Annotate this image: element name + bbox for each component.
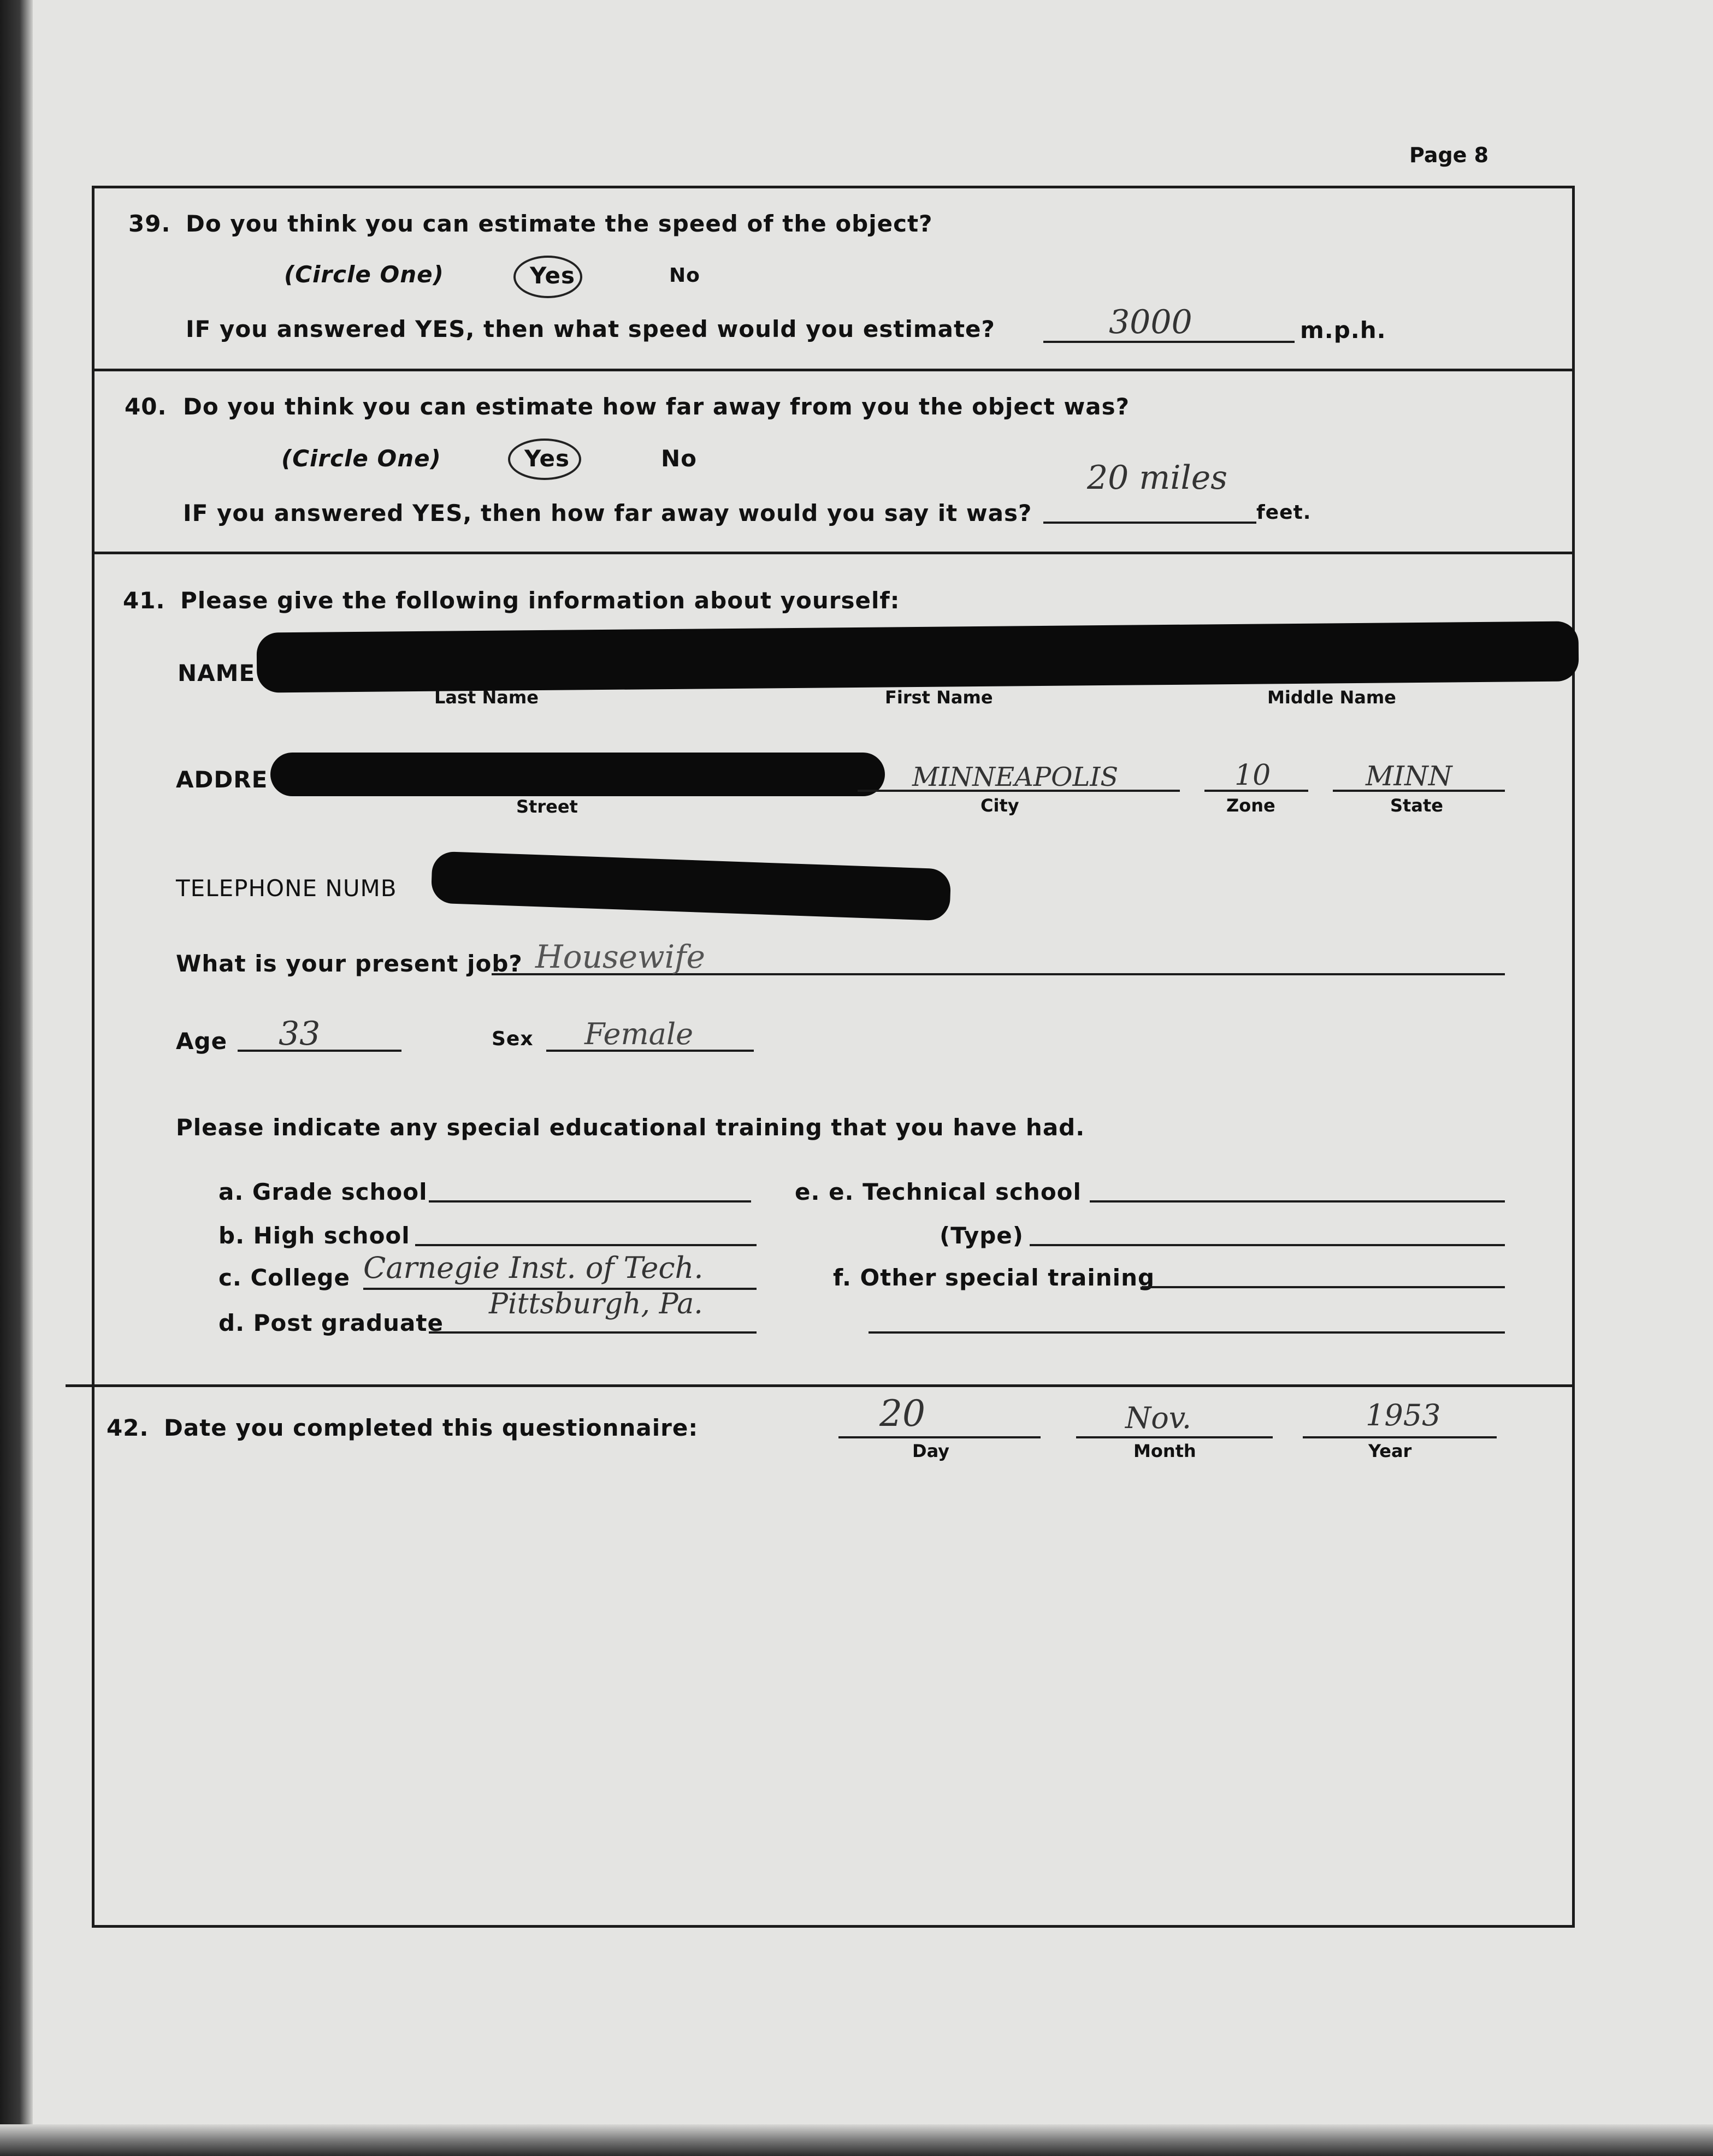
q41-number: 41. — [123, 587, 166, 614]
q39-unit: m.p.h. — [1300, 317, 1386, 343]
grade-school-label: a. Grade school — [218, 1178, 428, 1205]
name-label: NAME — [178, 660, 256, 686]
zone-caption: Zone — [1226, 795, 1275, 816]
q40-option-no[interactable]: No — [661, 445, 698, 472]
divider-39-40 — [92, 369, 1572, 371]
postgrad-value[interactable]: Pittsburgh, Pa. — [489, 1288, 703, 1320]
other-training-line-2[interactable] — [869, 1331, 1505, 1334]
q39-followup: IF you answered YES, then what speed would you estimate? — [186, 316, 995, 342]
job-value[interactable]: Housewife — [535, 938, 705, 975]
sex-label: Sex — [492, 1028, 534, 1050]
name-redaction — [257, 621, 1579, 692]
technical-school-line[interactable] — [1090, 1200, 1505, 1203]
q42-year-caption: Year — [1368, 1441, 1412, 1461]
other-training-label: f. Other special training — [833, 1264, 1155, 1291]
scan-border-bottom — [0, 2124, 1713, 2156]
page-number: Page 8 — [1409, 143, 1489, 167]
q40-option-yes[interactable]: Yes — [524, 445, 570, 472]
college-label: c. College — [218, 1264, 350, 1291]
q40-circle-hint: (Circle One) — [281, 445, 441, 472]
name-first-caption: First Name — [885, 687, 993, 708]
city-caption: City — [980, 795, 1019, 816]
telephone-label: TELEPHONE NUMB — [176, 875, 397, 902]
technical-school-label: e. e. Technical school — [795, 1178, 1082, 1205]
q39-circle-hint: (Circle One) — [284, 261, 444, 288]
divider-41-42 — [66, 1384, 1573, 1387]
q42-number: 42. — [107, 1414, 149, 1441]
other-training-line[interactable] — [1142, 1286, 1505, 1288]
q42-day-line — [838, 1436, 1041, 1438]
q39-option-yes[interactable]: Yes — [530, 262, 576, 289]
college-value[interactable]: Carnegie Inst. of Tech. — [363, 1251, 704, 1285]
high-school-line[interactable] — [415, 1244, 757, 1246]
type-label: (Type) — [940, 1222, 1024, 1249]
q41-intro: Please give the following information about yourself: — [180, 587, 900, 614]
scan-border-left — [0, 0, 33, 2156]
q39-question: Do you think you can estimate the speed of the object? — [186, 210, 933, 237]
q42-year-value[interactable]: 1953 — [1366, 1398, 1441, 1432]
sex-value[interactable]: Female — [584, 1017, 694, 1051]
q40-followup: IF you answered YES, then how far away would you say it was? — [183, 500, 1032, 526]
street-caption: Street — [516, 796, 578, 817]
street-redaction — [270, 753, 885, 796]
q42-year-line — [1303, 1436, 1497, 1438]
training-intro: Please indicate any special educational training that you have had. — [176, 1114, 1085, 1141]
q40-question: Do you think you can estimate how far away from you the object was? — [183, 393, 1130, 420]
name-middle-caption: Middle Name — [1267, 687, 1396, 708]
age-value[interactable]: 33 — [279, 1015, 321, 1053]
type-line[interactable] — [1030, 1244, 1505, 1246]
q39-number: 39. — [128, 210, 171, 237]
q40-answer-line — [1043, 522, 1256, 524]
job-label: What is your present job? — [176, 950, 523, 977]
q42-month-caption: Month — [1133, 1441, 1196, 1461]
state-value[interactable]: MINN — [1366, 760, 1452, 792]
q39-answer[interactable]: 3000 — [1109, 303, 1192, 341]
q42-month-value[interactable]: Nov. — [1125, 1401, 1192, 1435]
age-label: Age — [176, 1028, 228, 1055]
zone-value[interactable]: 10 — [1234, 759, 1271, 792]
q42-day-caption: Day — [912, 1441, 950, 1461]
state-caption: State — [1390, 795, 1443, 816]
divider-40-41 — [92, 552, 1572, 554]
q42-month-line — [1076, 1436, 1273, 1438]
q42-question: Date you completed this questionnaire: — [164, 1414, 699, 1441]
q40-answer[interactable]: 20 miles — [1087, 459, 1227, 497]
q39-option-no[interactable]: No — [669, 264, 700, 287]
postgrad-line — [429, 1331, 757, 1334]
postgrad-label: d. Post graduate — [218, 1310, 444, 1336]
grade-school-line[interactable] — [429, 1200, 751, 1203]
name-last-caption: Last Name — [434, 687, 539, 708]
city-value[interactable]: MINNEAPOLIS — [912, 762, 1119, 792]
q40-unit: feet. — [1256, 501, 1312, 524]
address-label: ADDRE — [176, 766, 268, 793]
q42-day-value[interactable]: 20 — [879, 1393, 925, 1435]
high-school-label: b. High school — [218, 1222, 410, 1249]
q40-number: 40. — [125, 393, 167, 420]
